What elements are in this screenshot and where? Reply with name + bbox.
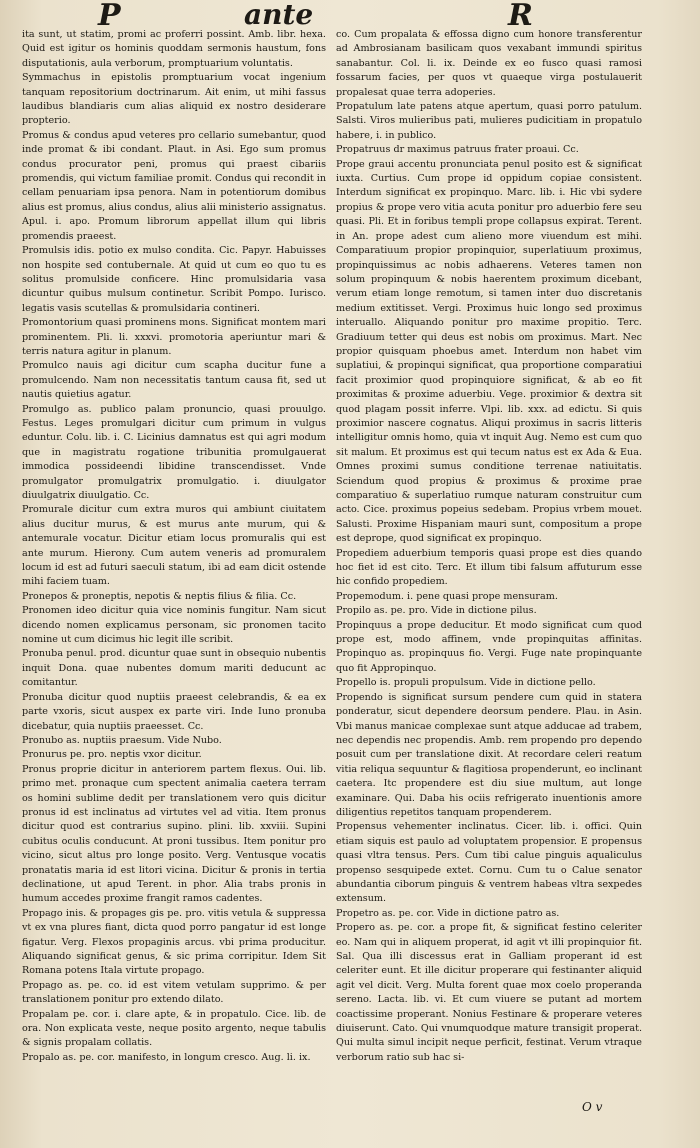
- dictionary-entry: Propago as. pe. co. id est vitem vetulam supprimo. & per translationem ponitur pro extendo dilato.: [22, 979, 326, 1006]
- dictionary-entry: Propensus vehementer inclinatus. Cicer. lib. i. offici. Quin etiam siquis est paulo ad voluptatem propensior. E propensus quasi vltra tensus. Pers. Cum tibi calue pinguis aqualiculus propenso sesquipede extet. Cornu. Cum tu o Calue senator abundantia ciborum pinguis & ventrem habeas vltra sexpedes extensum.: [336, 821, 642, 905]
- signature-mark: O v: [582, 1100, 603, 1114]
- running-header: [0, 0, 700, 33]
- dictionary-entry: Propendo is significat sursum pendere cum quid in statera ponderatur, sicut dependere deorsum pendere. Plau. in Asin. Vbi manus manicae complexae sunt atque adducae ad trabem, nec dependis nec propendis. Amb. rem propendo pro dependo posuit cum per translatione dixit. At recordare celeri reatum vitia reliqua sequuntur & flagitiosa propenderunt, eo inclinant caetera. Itc propendere est diu siue multum, aut longe examinare. Qui. Daba his ociis refrigerato inuentionis amore diligentius repetitos tanquam propenderem.: [336, 691, 642, 818]
- dictionary-entry: Promontorium quasi prominens mons. Significat montem mari prominentem. Pli. li. xxxvi. promotoria aperiuntur mari & terris natura agitur in planum.: [22, 317, 326, 357]
- dictionary-entry: Propatruus dr maximus patruus frater proaui. Cc.: [336, 144, 579, 156]
- dictionary-entry: Promulgo as. publico palam pronuncio, quasi prouulgo. Festus. Leges promulgari dicitur cum primum in vulgus eduntur. Colu. lib. i. C. Licinius damnatus est qui agri modum que in magistratu rogatione tribunitia promulgauerat immodica possideendi libidine transcendisset. Vnde promulgator promulgatrix promulgatio. i. diuulgator diuulgatrix diuulgatio. Cc.: [22, 403, 326, 501]
- dictionary-entry: Propemodum. i. pene quasi prope mensuram.: [336, 590, 558, 602]
- dictionary-entry: Symmachus in epistolis promptuarium vocat ingenium tanquam repositorium doctrinarum. Ait enim, ut mihi fassus laudibus blandiaris cum alias aliquid ex nostro desiderare propterio.: [22, 72, 326, 127]
- dictionary-entry: Propediem aduerbium temporis quasi prope est dies quando hoc fiet id est cito. Terc. Et illum tibi falsum affuturum esse hic confido propediem.: [336, 547, 642, 588]
- dictionary-entry: Pronomen ideo dicitur quia vice nominis fungitur. Nam sicut dicendo nomen explicamus personam, sic pronomen tacito nomine ut cum dicimus hic legit ille scribit.: [22, 605, 326, 646]
- dictionary-entry: Pronuba penul. prod. dicuntur quae sunt in obsequio nubentis inquit Dona. quae nubentes domum mariti deducunt ac comitantur.: [22, 648, 326, 689]
- right-text-column: [336, 28, 642, 1098]
- dictionary-entry: Promurale dicitur cum extra muros qui ambiunt ciuitatem alius ducitur murus, & est murus ante murum, qui & antemurale vocatur. Dicitur etiam locus promuralis qui est ante murum. Hierony. Cum autem veneris ad promuralem locum id est ad futuri saeculi statum, ibi ad eam dicit ostende mihi faciem tuam.: [22, 504, 326, 588]
- dictionary-entry: Pronubo as. nuptiis praesum. Vide Nubo.: [22, 734, 222, 746]
- left-text-column: [22, 28, 326, 1098]
- dictionary-entry: Pronurus pe. pro. neptis vxor dicitur.: [22, 749, 202, 761]
- dictionary-entry: Pronepos & proneptis, nepotis & neptis filius & filia. Cc.: [22, 590, 297, 602]
- dictionary-entry: co. Cum propalata & effossa digno cum honore transferentur ad Ambrosianam basilicam quos vexabant immundi spiritus sanabantur. Col. li. ix. Deinde ex eo fusco quasi ramosi fossarum facies, per quos vt quaeque virga postulauerit propalesat quae terra adoperies.: [336, 29, 642, 98]
- dictionary-entry: Propello is. propuli propulsum. Vide in dictione pello.: [336, 677, 596, 689]
- dictionary-entry: Pronus proprie dicitur in anteriorem partem flexus. Oui. lib. primo met. pronaque cum spectent animalia caetera terram os homini sublime dedit per translationem vero quis dicitur pronus id est inclinatus ad virtutes vel ad vitia. Item pronus dicitur quod est contrarius supino. plini. lib. xxviii. Supini cubitus oculis conducunt. At proni tussibus. Item ponitur pro vicino, sicut altus pro longe posito. Verg. Ventusque vocatis pronatatis maria id est litori vicina. Dicitur & pronis in tertia declinatione, ut apud Terent. in phor. Alia trabs pronis in humum accedes proxime frangit ramos cadentes.: [22, 763, 326, 905]
- dictionary-entry: Propatulum late patens atque apertum, quasi porro patulum. Salsti. Viros mulieribus pati, mulieres pudicitiam in propatulo habere, i. in publico.: [336, 101, 642, 141]
- header-letter-right: R: [508, 0, 533, 33]
- dictionary-entry: Propalam pe. cor. i. clare apte, & in propatulo. Cice. lib. de ora. Non explicata veste, neque posito argento, neque tabulis & signis propalam collatis.: [22, 1008, 326, 1049]
- dictionary-entry: ita sunt, ut statim, promi ac proferri possint. Amb. libr. hexa. Quid est igitur os hominis quoddam sermonis haustum, fons disputationis, aula verborum, promptuarium voluntatis.: [22, 29, 326, 69]
- dictionary-entry: Pronuba dicitur quod nuptiis praeest celebrandis, & ea ex parte vxoris, sicut auspex ex parte viri. Inde Iuno pronuba dicebatur, quia nuptiis praeesset. Cc.: [22, 691, 326, 732]
- header-letter-left: P: [98, 0, 121, 33]
- dictionary-entry: Propago inis. & propages gis pe. pro. vitis vetula & suppressa vt ex vna plures fiant, dicta quod porro pangatur id est longe figatur. Verg. Flexos propaginis arcus. vbi prima producitur. Aliquando significat genus, & sic prima corripitur. Idem Sit Romana potens Itala virtute propago.: [22, 907, 326, 977]
- dictionary-entry: Propinquus a prope deducitur. Et modo significat cum quod prope est, modo affinem, vnde propinquitas affinitas. Propinquo as. propinquus fio. Vergi. Fuge nate propinquante quo fit Appropinquo.: [336, 619, 642, 674]
- header-word-center: ante: [244, 0, 314, 31]
- dictionary-entry: Propetro as. pe. cor. Vide in dictione patro as.: [336, 907, 560, 919]
- dictionary-entry: Propalo as. pe. cor. manifesto, in longum cresco. Aug. li. ix.: [22, 1051, 311, 1063]
- dictionary-entry: Promulco nauis agi dicitur cum scapha ducitur fune a promulcendo. Nam non necessitatis tantum causa fit, sed ut nautis quietius agatur.: [22, 360, 326, 401]
- page-footer: [0, 1100, 700, 1120]
- dictionary-entry: Promulsis idis. potio ex mulso condita. Cic. Papyr. Habuisses non hospite sed contubernale. At quid ut cum eo quo tu es solitus promulside conficere. Hinc promulsidaria vasa dicuntur quibus mulsum continetur. Scribit Pompo. Iurisco. legatis vasis scutellas & promulsidaria contineri.: [22, 245, 326, 314]
- dictionary-entry: Propilo as. pe. pro. Vide in dictione pilus.: [336, 605, 537, 617]
- dictionary-entry: Prope graui accentu pronunciata penul posito est & significat iuxta. Curtius. Cum prope id oppidum copiae consistent. Interdum significat ex propinquo. Marc. lib. i. Hic vbi sydere propius & prope vero vitia acuta ponitur pro aduerbio fere seu quasi. Pli. Et in foribus templi prope collapsus expirat. Terent. in An. prope adest cum alieno more viuendum est mihi. Comparatiuum propior propinquior, superlatiuum proximus, propinquissimus ac nobis adhaerens. Veteres tamen non solum propinquum & nobis haerentem proximum dicebant, verum etiam longe remotum, si tamen inter duo discretanis medium extitisset. Vergi. Proximus huic longo sed proximus interuallo. Aliquando ponitur pro maxime propitio. Terc. Gradiuum tetter qui deus est nobis om proximus. Mart. Nec propior quisquam phoebus amet. Interdum non habet vim suplatiui, & propinqui significat, qua proportione comparatiui facit proximior quod propinquiore significat, & ab eo fit proximitas & proxime aduerbiu. Vege. proximior & dextra sit quod plagam possit inferre. Vlpi. lib. xxx. ad edictu. Si quis proximior nascere cognatus. Aliqui proximus in sacris litteris intelligitur omnis homo, quia vt inquit Aug. Nemo est cum quo sit malum. Et proximus est qui tecum natus est ex Ada & Eua. Omnes proximi sumus conditione terrenae natiuitatis. Sciendum quod propius & proximus & proxime prae comparatiuo & superlatiuo rumque naturam construitur cum acto. Cice. proximus popeius sedebam. Propius vrbem mouet. Salusti. Proxime Hispaniam mauri sunt, compositum a prope est deprope, quod significat ex propinquo.: [336, 158, 642, 545]
- dictionary-entry: Propero as. pe. cor. a prope fit, & significat festino celeriter eo. Nam qui in aliquem properat, id agit vt illi propinquior fit. Sal. Qua illi discessus erat in Galliam properant id est celeriter eunt. Et ille dicitur properare qui festinanter aliquid agit vel dicit. Verg. Multa forent quae mox coelo properanda sereno. Lacta. lib. vi. Et cum viuere se putant ad mortem coactissime properant. Nonius Festinare & properare veteres diuiserunt. Cato. Qui vnumquodque mature transigit properat. Qui multa simul incipit neque perficit, festinat. Verum vtraque verborum ratio sub hac si-: [336, 922, 642, 1063]
- dictionary-entry: Promus & condus apud veteres pro cellario sumebantur, quod inde promat & ibi condant. Plaut. in Asi. Ego sum promus condus procurator peni, promus qui praest cibariis promendis, qui victum familiae promit. Condus qui recondit in cellam penuariam ipsa penora. Nam in potentiorum domibus alius est promus, alius condus, alius alii ministerio assignatus. Apul. i. apo. Promum librorum appellat illum qui libris promendis praeest.: [22, 129, 326, 242]
